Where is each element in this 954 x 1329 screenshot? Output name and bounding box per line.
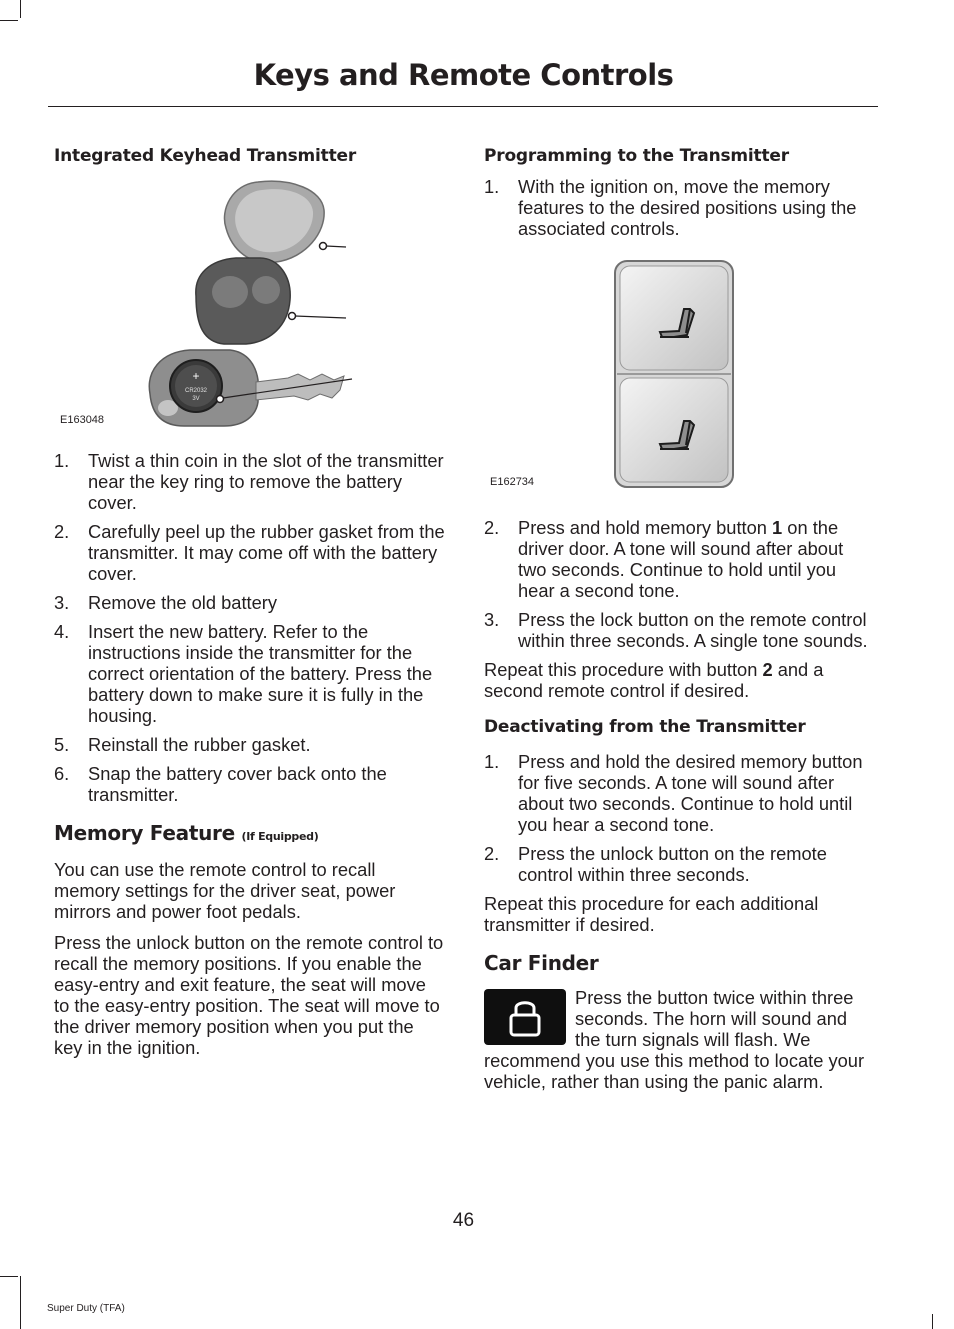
battery-plus-label: +	[192, 369, 200, 383]
step-number: 5.	[54, 734, 70, 755]
list-item	[484, 751, 876, 835]
callout-line	[326, 246, 346, 247]
step-number: 2.	[54, 521, 70, 542]
list-item	[484, 517, 876, 601]
list-item	[54, 763, 446, 805]
memory-feature-heading	[54, 821, 446, 845]
title-rule	[48, 106, 878, 107]
callout-dot	[320, 243, 327, 250]
step-number: 2.	[484, 843, 500, 864]
step-text-pre: Press and hold memory button	[518, 517, 773, 538]
callout-dot	[289, 313, 296, 320]
gasket-button	[252, 276, 280, 304]
list-item	[484, 609, 876, 651]
step-number: 6.	[54, 763, 70, 784]
memory-heading-sub: (If Equipped)	[241, 830, 319, 843]
step-number: 1.	[484, 751, 500, 772]
repeat-text-post: and a second remote control if desired.	[484, 659, 824, 701]
step-text: Insert the new battery. Refer to the instructions inside the transmitter for the correct orientation of the battery. Press the battery down to make sure it is fully in the housing.	[88, 621, 433, 726]
battery-model-label: CR2032	[184, 388, 208, 394]
lock-icon	[484, 989, 566, 1045]
step-text: With the ignition on, move the memory features to the desired positions using the associated controls.	[518, 176, 857, 239]
list-item	[54, 621, 446, 726]
programming-heading: Programming to the Transmitter	[484, 146, 789, 166]
programming-steps-a	[484, 176, 876, 239]
callout-dot	[217, 396, 224, 403]
memory-buttons-figure	[484, 253, 876, 503]
figure-code: E163048	[60, 414, 105, 426]
programming-steps-b	[484, 517, 876, 651]
list-item	[54, 450, 446, 513]
list-item	[484, 843, 876, 885]
list-item	[54, 592, 446, 613]
keyhead-heading: Integrated Keyhead Transmitter	[54, 146, 357, 166]
memory-paragraph-1: You can use the remote control to recall memory settings for the driver seat, power mirrors and power foot pedals.	[54, 859, 396, 922]
list-item	[54, 734, 446, 755]
step-number: 3.	[484, 609, 500, 630]
keyhead-figure	[54, 176, 446, 428]
step-text: Reinstall the rubber gasket.	[88, 734, 311, 755]
callout-line	[295, 316, 346, 318]
list-item	[484, 176, 876, 239]
step-number: 1.	[484, 176, 500, 197]
crop-mark	[932, 1314, 933, 1329]
step-text: Remove the old battery	[88, 592, 278, 613]
memory-paragraph-2: Press the unlock button on the remote control to recall the memory positions. If you enable the easy-entry and exit feature, the seat will move to the easy-entry position. The seat will move to the driver memory position when you put the key in the ignition.	[54, 932, 444, 1058]
keyhead-steps	[54, 450, 446, 805]
memory-button-2	[620, 378, 728, 482]
car-finder-block	[484, 987, 876, 1092]
crop-mark	[20, 1276, 21, 1329]
step-text: Carefully peel up the rubber gasket from the transmitter. It may come off with the battery cover.	[88, 521, 445, 584]
step-number: 3.	[54, 592, 70, 613]
gasket-button	[212, 276, 248, 308]
memory-heading-text: Memory Feature	[54, 821, 235, 845]
list-item	[54, 521, 446, 584]
step-text: Press the unlock button on the remote control within three seconds.	[518, 843, 827, 885]
left-column	[54, 146, 446, 1068]
page-title: Keys and Remote Controls	[253, 58, 674, 92]
crop-mark	[0, 1276, 18, 1277]
memory-button-1	[620, 266, 728, 370]
memory-buttons-illustration	[484, 253, 876, 503]
button-number: 2	[762, 659, 773, 680]
step-text-post: on the driver door. A tone will sound after about two seconds. Continue to hold until you hear a second tone.	[518, 517, 844, 601]
deactivating-steps	[484, 751, 876, 885]
button-number: 1	[772, 517, 783, 538]
programming-repeat	[484, 659, 876, 701]
deactivating-heading: Deactivating from the Transmitter	[484, 717, 806, 737]
car-finder-text: Press the button twice within three seconds. The horn will sound and the turn signals will flash. We recommend you use this method to locate your vehicle, rather than using the panic alarm.	[484, 987, 865, 1092]
battery-volt-label: 3V	[192, 396, 200, 402]
step-text: Press and hold the desired memory button for five seconds. A tone will sound after about two seconds. Continue to hold until you hear a second tone.	[518, 751, 863, 835]
step-number: 2.	[484, 517, 500, 538]
crop-mark	[20, 0, 21, 18]
repeat-text-pre: Repeat this procedure with button	[484, 659, 763, 680]
step-number: 1.	[54, 450, 70, 471]
step-text: Snap the battery cover back onto the transmitter.	[88, 763, 387, 805]
car-finder-heading: Car Finder	[484, 951, 599, 975]
keyhead-transmitter-illustration	[54, 176, 446, 428]
step-number: 4.	[54, 621, 70, 642]
right-column	[484, 146, 876, 1092]
step-text: Twist a thin coin in the slot of the transmitter near the key ring to remove the battery cover.	[88, 450, 444, 513]
figure-code: E162734	[490, 476, 535, 488]
deactivating-repeat: Repeat this procedure for each additional transmitter if desired.	[484, 893, 819, 935]
step-text: Press the lock button on the remote control within three seconds. A single tone sounds.	[518, 609, 868, 651]
page-number: 46	[452, 1210, 475, 1231]
footer-text: Super Duty (TFA)	[47, 1303, 125, 1314]
crop-mark	[0, 20, 18, 21]
